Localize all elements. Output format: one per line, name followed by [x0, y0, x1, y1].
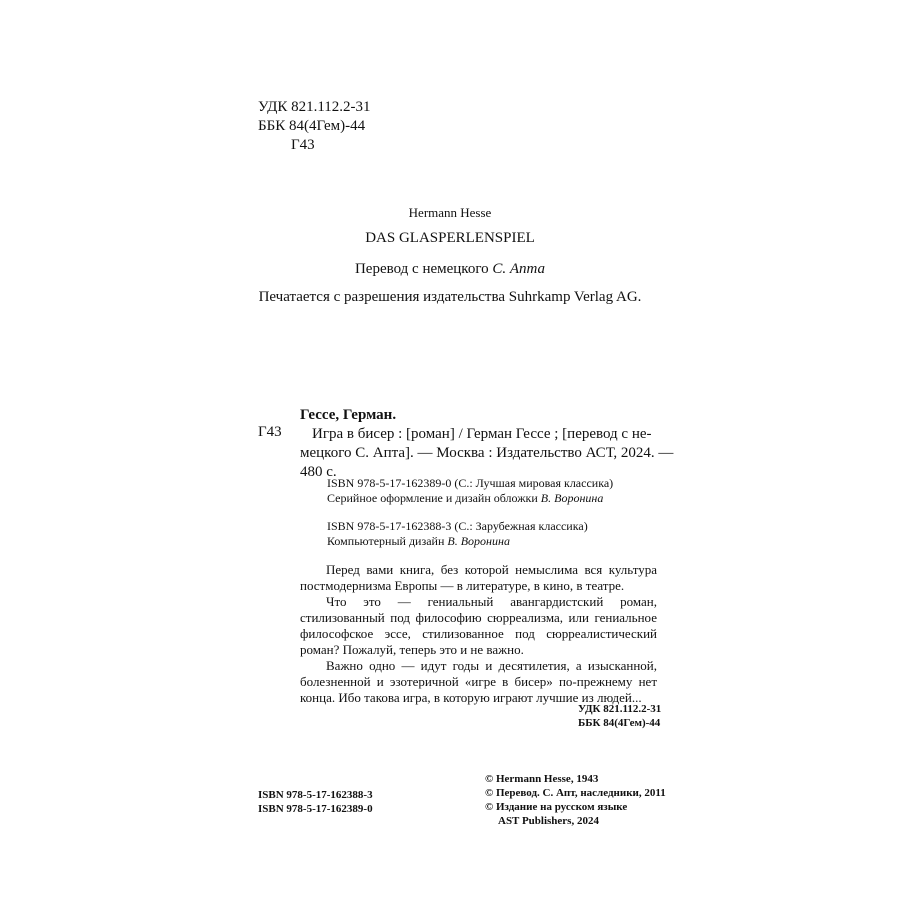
- catalog-line-1: Игра в бисер : [роман] / Герман Гессе ; [перевод с не-: [312, 426, 652, 442]
- designer-name: В. Воронина: [540, 491, 604, 505]
- copyright-line: © Издание на русском языке: [485, 801, 628, 813]
- isbn-series-1-number: ISBN 978-5-17-162389-0 (С.: Лучшая мировая классика): [327, 476, 614, 490]
- isbn-list: [258, 788, 373, 816]
- udk-code: УДК 821.112.2-31: [578, 703, 662, 715]
- isbn-series-2-number: ISBN 978-5-17-162388-3 (С.: Зарубежная классика): [327, 519, 588, 533]
- copyright-line: AST Publishers, 2024: [498, 815, 599, 827]
- udk-code: УДК 821.112.2-31: [258, 99, 371, 115]
- translator-name: С. Апта: [492, 261, 546, 277]
- bibliographic-record: [300, 406, 673, 482]
- bbk-code: ББК 84(4Гем)-44: [578, 717, 661, 729]
- isbn-series-2: [327, 519, 588, 549]
- copyright-line: © Hermann Hesse, 1943: [485, 773, 599, 785]
- isbn-number: ISBN 978-5-17-162388-3: [258, 789, 373, 801]
- annotation: [300, 562, 657, 706]
- catalog-line-3: 480 с.: [300, 464, 337, 480]
- translator-line: [0, 260, 900, 279]
- isbn-series-1: [327, 476, 613, 506]
- original-author: Hermann Hesse: [408, 205, 492, 220]
- annotation-paragraph: Перед вами книга, без которой немыслима вся культура постмодернизма Европы — в литературе, в кино, в театре.: [300, 562, 657, 593]
- designer-name: В. Воронина: [447, 534, 510, 548]
- copyright-line: © Перевод. С. Апт, наследники, 2011: [485, 787, 666, 799]
- catalog-author-mark: Г43: [258, 424, 282, 440]
- permission-line: Печатается с разрешения издательства Suhrkamp Verlag AG.: [258, 289, 642, 305]
- catalog-heading: Гессе, Герман.: [300, 407, 397, 423]
- isbn-series-2-design: Компьютерный дизайн В. Воронина: [327, 534, 510, 548]
- annotation-paragraph: Важно одно — идут годы и десятилетия, а изысканной, болезненной и эзотеричной «игре в бисер» по-прежнему нет конца. Ибо такова игра, в которую играют лучшие из людей...: [300, 658, 657, 705]
- annotation-paragraph: Что это — гениальный авангардистский роман, стилизованный под философию сюрреализма, или гениальное философское эссе, стилизованное под сюрреалистический роман? Пожалуй, теперь это и не важно.: [300, 594, 657, 657]
- catalog-line-2: мецкого С. Апта]. — Москва : Издательство АСТ, 2024. —: [300, 445, 674, 461]
- author-mark: Г43: [291, 137, 315, 153]
- classification-codes-bottom: [578, 702, 661, 730]
- original-title: DAS GLASPERLENSPIEL: [365, 230, 535, 246]
- copyright-block: [485, 772, 666, 828]
- classification-codes-top: [258, 98, 371, 155]
- bbk-code: ББК 84(4Гем)-44: [258, 118, 366, 134]
- isbn-series-1-design: Серийное оформление и дизайн обложки В. Воронина: [327, 491, 604, 505]
- translator-prefix: Перевод с немецкого: [354, 261, 489, 277]
- isbn-number: ISBN 978-5-17-162389-0: [258, 803, 373, 815]
